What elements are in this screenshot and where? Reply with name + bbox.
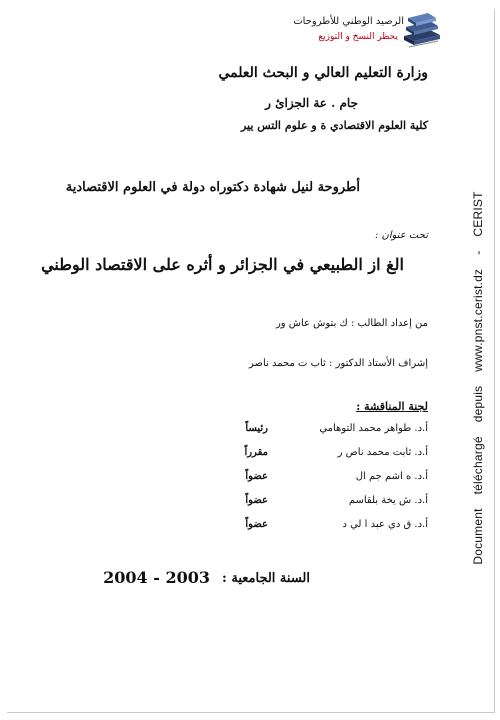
jury-member (108, 466, 428, 490)
jury-member-role: عضواً (245, 471, 268, 482)
thesis-type: أطروحة لنيل شهادة دكتوراه دولة في العلوم الاقتصادية (65, 180, 360, 195)
logo-line2: يحظر النسخ و التوزيع (318, 32, 398, 42)
side-note-url: www.pnst.cerist.dz (471, 268, 485, 372)
jury-member-role: رئيساً (245, 423, 268, 434)
jury-member-role: عضواً (245, 495, 268, 506)
ministry-name: وزارة التعليم العالي و البحث العلمي (218, 65, 428, 81)
jury-member-name: أ.د. ثابت محمد ناص ر (337, 447, 428, 458)
jury-member (108, 514, 428, 538)
academic-year-value: 2004 - 2003 (103, 568, 210, 587)
side-note-cerist: CERIST (471, 191, 485, 237)
jury-member (108, 418, 428, 442)
jury-title: لجنة المناقشة : (356, 400, 428, 413)
jury-member-name: أ.د. ق دي عبد ا لي د (342, 519, 428, 530)
jury-member (108, 490, 428, 514)
jury-member-name: أ.د. ه اشم جم ال (355, 471, 428, 482)
side-note-from: depuis (471, 385, 485, 423)
side-note-downloaded: téléchargé (471, 436, 485, 495)
under-title-label: تحت عنوان : (374, 230, 428, 241)
university-name: جام . عة الجزائ ر (265, 96, 358, 110)
jury-member-role: مقرراً (244, 447, 268, 458)
jury-member-role: عضواً (245, 519, 268, 530)
prepared-by: من إعداد الطالب : ك بتوش عاش ور (275, 318, 428, 329)
academic-year-label: السنة الجامعية : (222, 571, 310, 586)
logo-line1: الرصيد الوطني للأطروحات (293, 16, 404, 27)
thesis-title: الغ از الطبيعي في الجزائر و أثره على الاقتصاد الوطني (41, 255, 404, 274)
jury-member (108, 442, 428, 466)
pnst-logo (292, 10, 442, 54)
faculty-name: كلية العلوم الاقتصادي ة و علوم التس يير (240, 119, 428, 132)
stacked-books-icon (400, 10, 442, 50)
supervisor: إشراف الأستاذ الدكتور : ثاب ت محمد ناصر (248, 358, 428, 369)
jury-member-name: أ.د. ش يخة بلقاسم (348, 495, 428, 506)
side-note-dash: - (471, 250, 485, 255)
jury-list (108, 418, 428, 538)
jury-member-name: أ.د. طواهر محمد التوهامي (319, 423, 428, 434)
side-note-document: Document (471, 508, 485, 565)
download-source-note (471, 191, 485, 564)
